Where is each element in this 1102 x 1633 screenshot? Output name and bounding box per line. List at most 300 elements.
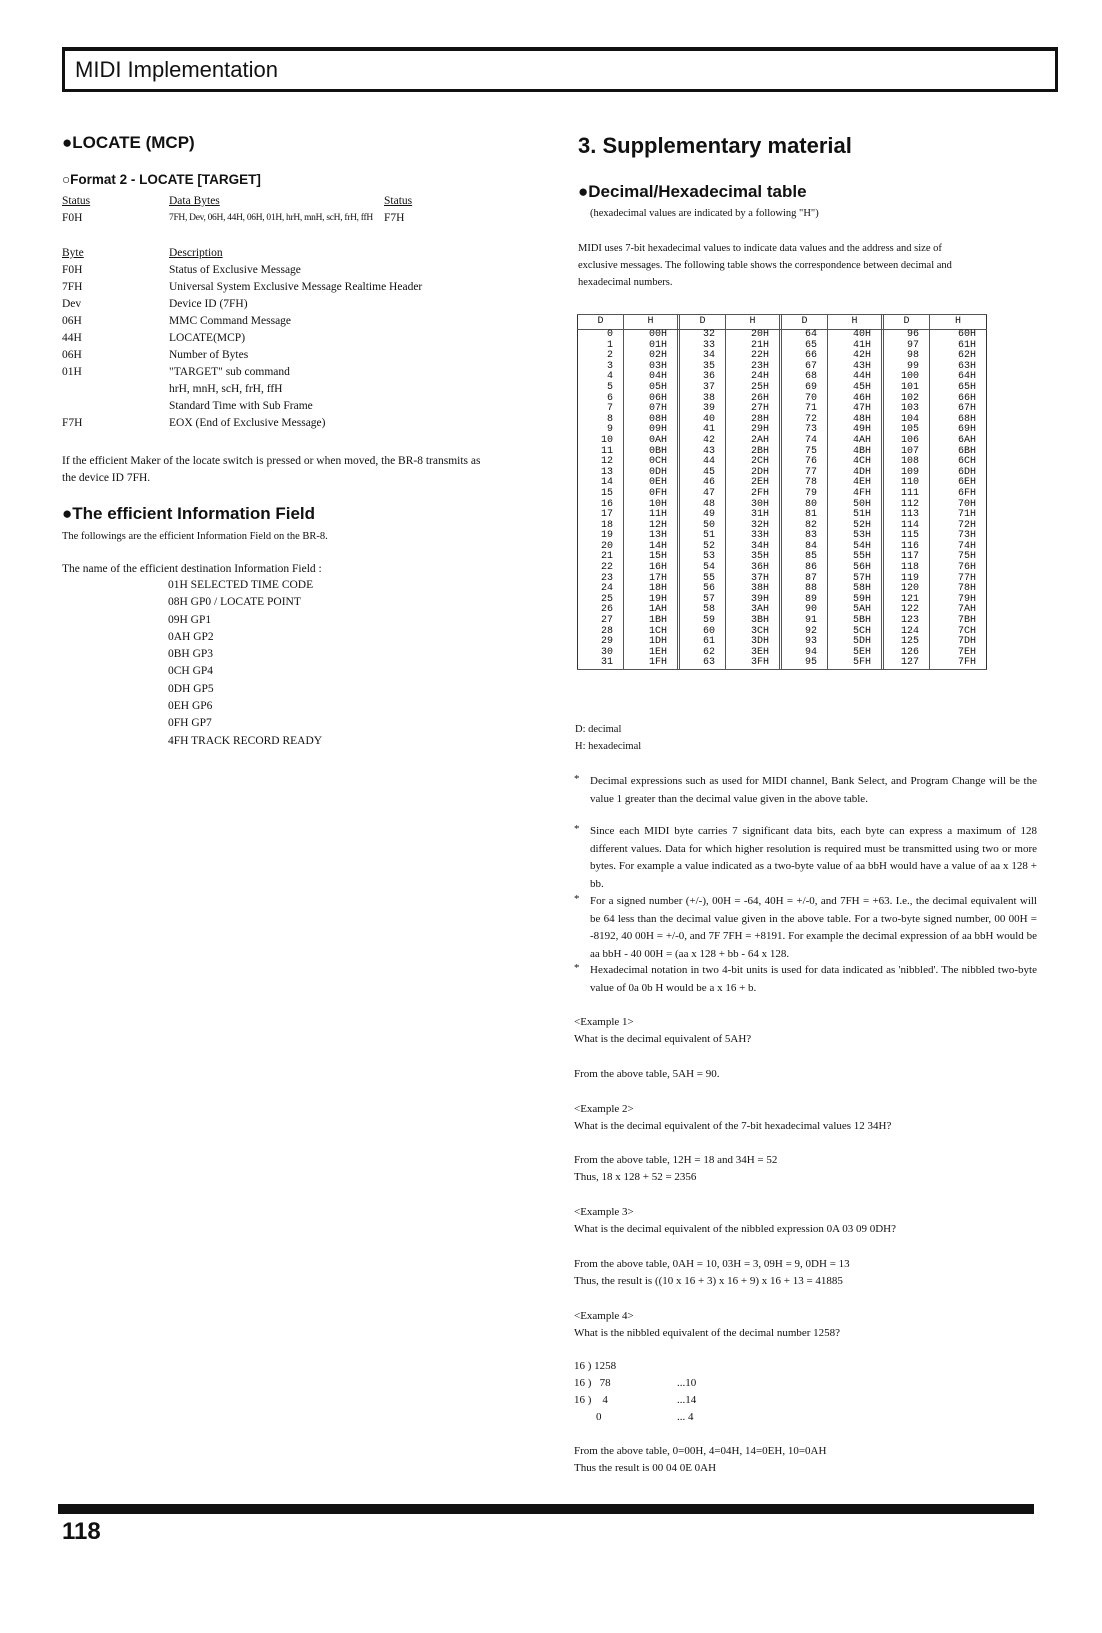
decimal-hex-table [577, 314, 987, 670]
dec-cell: 106 [884, 436, 930, 447]
table-row [577, 595, 987, 606]
dec-cell: 61 [680, 637, 726, 648]
dec-cell: 114 [884, 521, 930, 532]
hex-cell: 59H [828, 595, 884, 606]
byte-cell: 01H [62, 366, 82, 378]
dec-cell: 92 [782, 627, 828, 638]
table-row [577, 627, 987, 638]
dec-cell: 96 [884, 330, 930, 341]
note-1: Decimal expressions such as used for MIDI channel, Bank Select, and Program Change will be the value 1 greater than the decimal value given in the above table. [590, 775, 1037, 805]
dec-cell: 101 [884, 383, 930, 394]
hex-cell: 0CH [624, 457, 680, 468]
hex-cell: 31H [726, 510, 782, 521]
dec-cell: 84 [782, 542, 828, 553]
dec-cell: 56 [680, 584, 726, 595]
list-item: 09H GP1 [168, 613, 212, 626]
dec-cell: 25 [578, 595, 624, 606]
dec-cell: 26 [578, 605, 624, 616]
hex-cell: 2DH [726, 468, 782, 479]
hex-cell: 74H [957, 540, 976, 552]
example-1-title: <Example 1> [574, 1016, 634, 1028]
intro-line-2: exclusive messages. The following table shows the correspondence between decimal and [578, 260, 952, 271]
hex-cell: 22H [726, 351, 782, 362]
table-row [577, 542, 987, 553]
hex-cell: 33H [726, 531, 782, 542]
hex-cell: 0EH [624, 478, 680, 489]
section-title-supplementary: 3. Supplementary material [578, 133, 852, 158]
hex-cell: 46H [828, 394, 884, 405]
list-item: 0CH GP4 [168, 665, 214, 678]
section-title-dec-hex: ●Decimal/Hexadecimal table [578, 182, 807, 201]
hex-cell: 56H [828, 563, 884, 574]
dec-cell: 86 [782, 563, 828, 574]
table-row [577, 362, 987, 373]
division-line-3: 16 ) 4 [574, 1394, 608, 1406]
list-item: 08H GP0 / LOCATE POINT [168, 596, 301, 609]
hex-cell: 3EH [726, 648, 782, 659]
hex-cell: 1BH [624, 616, 680, 627]
table-body [577, 330, 987, 669]
byte-cell: 7FH [62, 281, 83, 293]
dec-cell: 124 [884, 627, 930, 638]
hex-cell: 7CH [957, 625, 976, 637]
col-header-d: D [884, 315, 930, 329]
division-line-2: 16 ) 78 [574, 1377, 611, 1389]
hex-cell: 34H [726, 542, 782, 553]
hex-cell: 79H [957, 593, 976, 605]
dec-cell: 94 [782, 648, 828, 659]
dec-cell: 51 [680, 531, 726, 542]
dec-cell: 24 [578, 584, 624, 595]
hex-cell: 13H [624, 531, 680, 542]
desc-cell: MMC Command Message [169, 315, 292, 327]
table-row [577, 457, 987, 468]
data-bytes-header: Data Bytes [169, 195, 220, 207]
hex-cell: 42H [828, 351, 884, 362]
dec-cell: 104 [884, 415, 930, 426]
hex-cell: 61H [957, 339, 976, 351]
division-line-4: 0 [596, 1411, 602, 1423]
hex-cell: 6CH [957, 456, 976, 468]
hex-cell: 5DH [828, 637, 884, 648]
hex-cell: 3FH [726, 658, 782, 669]
intro-line-1: MIDI uses 7-bit hexadecimal values to indicate data values and the address and size of [578, 243, 942, 254]
hex-cell: 3CH [726, 627, 782, 638]
example-1-answer: From the above table, 5AH = 90. [574, 1068, 720, 1080]
col-header-d: D [782, 315, 828, 329]
section-title-locate: ●LOCATE (MCP) [62, 133, 195, 152]
table-row [577, 425, 987, 436]
hex-cell: 5AH [828, 605, 884, 616]
table-row [577, 341, 987, 352]
dec-cell: 126 [884, 648, 930, 659]
dec-cell: 116 [884, 542, 930, 553]
hex-cell: 73H [957, 530, 976, 542]
dec-cell: 73 [782, 425, 828, 436]
table-row [577, 574, 987, 585]
dec-cell: 119 [884, 574, 930, 585]
hex-cell: 08H [624, 415, 680, 426]
hex-cell: 09H [624, 425, 680, 436]
hex-cell: 14H [624, 542, 680, 553]
hex-cell: 44H [828, 372, 884, 383]
list-item: 01H SELECTED TIME CODE [168, 579, 314, 591]
hex-cell: 3AH [726, 605, 782, 616]
hex-cell: 2BH [726, 447, 782, 458]
hex-cell: 4DH [828, 468, 884, 479]
example-3-question: What is the decimal equivalent of the nibbled expression 0A 03 09 0DH? [574, 1223, 896, 1235]
hex-cell: 7EH [957, 646, 976, 658]
dec-cell: 89 [782, 595, 828, 606]
dec-cell: 30 [578, 648, 624, 659]
dec-cell: 107 [884, 447, 930, 458]
hex-cell: 76H [957, 562, 976, 574]
header-bar [62, 47, 1058, 92]
note-3: For a signed number (+/-), 00H = -64, 40H = +/-0, and 7FH = +63. I.e., the decimal equivalent will be 64 less than the decimal value given in the above table. For a two-byte signed number, 00 00H = -8192, 40 00H = +/-0, and 7F 7FH = +8191. For example the decimal expression of aa bbH would be aa bbH - 40 00H = (aa x 128 + bb - 64 x 128. [590, 895, 1037, 960]
hex-cell: 5EH [828, 648, 884, 659]
hex-cell: 1DH [624, 637, 680, 648]
hex-cell: 06H [624, 394, 680, 405]
dec-cell: 45 [680, 468, 726, 479]
example-2-title: <Example 2> [574, 1103, 634, 1115]
hex-cell: 41H [828, 341, 884, 352]
table-row [577, 478, 987, 489]
dec-cell: 48 [680, 500, 726, 511]
table-row [577, 637, 987, 648]
hex-cell: 62H [957, 350, 976, 362]
table-row [577, 468, 987, 479]
hex-cell: 70H [957, 498, 976, 510]
hex-cell: 67H [957, 403, 976, 415]
hex-cell: 50H [828, 500, 884, 511]
dec-cell: 68 [782, 372, 828, 383]
info-name-label: The name of the efficient destination Information Field : [62, 563, 322, 575]
example-3-answer-1: From the above table, 0AH = 10, 03H = 3, 09H = 9, 0DH = 13 [574, 1258, 850, 1270]
hex-cell: 71H [957, 509, 976, 521]
dec-cell: 91 [782, 616, 828, 627]
dec-cell: 108 [884, 457, 930, 468]
hex-cell: 5BH [828, 616, 884, 627]
table-row [577, 500, 987, 511]
dec-cell: 66 [782, 351, 828, 362]
dec-cell: 98 [884, 351, 930, 362]
table-row [577, 648, 987, 659]
dec-cell: 34 [680, 351, 726, 362]
dec-cell: 97 [884, 341, 930, 352]
dec-cell: 43 [680, 447, 726, 458]
dec-cell: 40 [680, 415, 726, 426]
hex-cell: 68H [957, 413, 976, 425]
dec-cell: 88 [782, 584, 828, 595]
dec-cell: 29 [578, 637, 624, 648]
hex-cell: 39H [726, 595, 782, 606]
dec-cell: 28 [578, 627, 624, 638]
dec-cell: 117 [884, 552, 930, 563]
dec-cell: 46 [680, 478, 726, 489]
dec-cell: 63 [680, 658, 726, 669]
hex-cell: 17H [624, 574, 680, 585]
hex-cell: 1FH [624, 658, 680, 669]
status-header-2: Status [384, 195, 413, 207]
list-item: 0EH GP6 [168, 700, 213, 713]
dec-cell: 53 [680, 552, 726, 563]
info-field-list [168, 577, 322, 750]
hex-cell: 1AH [624, 605, 680, 616]
hex-cell: 6AH [957, 434, 976, 446]
byte-cell: Dev [62, 298, 82, 310]
hex-cell: 77H [957, 572, 976, 584]
hex-cell: 3BH [726, 616, 782, 627]
hex-cell: 6EH [957, 477, 976, 489]
dec-cell: 55 [680, 574, 726, 585]
hex-cell: 05H [624, 383, 680, 394]
dec-cell: 115 [884, 531, 930, 542]
hex-cell: 21H [726, 341, 782, 352]
dec-cell: 71 [782, 404, 828, 415]
hex-cell: 19H [624, 595, 680, 606]
dec-cell: 32 [680, 330, 726, 341]
dec-cell: 41 [680, 425, 726, 436]
table-row [577, 447, 987, 458]
byte-cell: 06H [62, 315, 82, 327]
hex-cell: 4AH [828, 436, 884, 447]
example-3-answer-2: Thus, the result is ((10 x 16 + 3) x 16 + 9) x 16 + 13 = 41885 [574, 1275, 843, 1287]
dec-cell: 75 [782, 447, 828, 458]
dec-cell: 93 [782, 637, 828, 648]
table-row [577, 658, 987, 669]
dec-cell: 95 [782, 658, 828, 669]
dec-cell: 16 [578, 500, 624, 511]
dec-cell: 9 [578, 425, 624, 436]
dec-cell: 10 [578, 436, 624, 447]
desc-cell: Status of Exclusive Message [169, 264, 301, 276]
dec-cell: 14 [578, 478, 624, 489]
hex-cell: 1EH [624, 648, 680, 659]
dec-cell: 5 [578, 383, 624, 394]
dec-cell: 123 [884, 616, 930, 627]
hex-cell: 51H [828, 510, 884, 521]
dec-cell: 125 [884, 637, 930, 648]
table-row [577, 584, 987, 595]
status-value: F0H [62, 212, 83, 224]
legend-hex: H: hexadecimal [575, 741, 642, 752]
info-intro: The followings are the efficient Information Field on the BR-8. [62, 531, 328, 542]
hex-cell: 7BH [957, 615, 976, 627]
hex-cell: 25H [726, 383, 782, 394]
table-row [577, 330, 987, 341]
desc-cell: Standard Time with Sub Frame [169, 400, 313, 412]
table-row [577, 489, 987, 500]
example-4-answer-1: From the above table, 0=00H, 4=04H, 14=0EH, 10=0AH [574, 1445, 827, 1457]
list-item: 4FH TRACK RECORD READY [168, 734, 323, 747]
dec-cell: 80 [782, 500, 828, 511]
dec-cell: 57 [680, 595, 726, 606]
table-row [577, 616, 987, 627]
byte-cell: 06H [62, 349, 82, 361]
hex-cell: 6BH [957, 445, 976, 457]
hex-cell: 38H [726, 584, 782, 595]
dec-cell: 0 [578, 330, 624, 341]
hex-cell: 02H [624, 351, 680, 362]
hex-cell: 23H [726, 362, 782, 373]
hex-cell: 35H [726, 552, 782, 563]
dec-cell: 6 [578, 394, 624, 405]
list-item: 0BH GP3 [168, 648, 214, 661]
hex-cell: 53H [828, 531, 884, 542]
note-2: Since each MIDI byte carries 7 significant data bits, each byte can express a maximum of 128 different values. Data for which higher resolution is required must be transmitted using two or more bytes. For example a value indicated as a two-byte value of aa bbH would have a value of aa x 128 + bb. [590, 825, 1037, 890]
hex-cell: 01H [624, 341, 680, 352]
example-4-answer-2: Thus the result is 00 04 0E 0AH [574, 1462, 717, 1474]
dec-cell: 39 [680, 404, 726, 415]
dec-cell: 60 [680, 627, 726, 638]
dec-cell: 76 [782, 457, 828, 468]
col-header-h: H [726, 315, 782, 329]
dec-cell: 83 [782, 531, 828, 542]
dec-cell: 121 [884, 595, 930, 606]
hex-cell: 18H [624, 584, 680, 595]
dec-cell: 20 [578, 542, 624, 553]
dec-cell: 99 [884, 362, 930, 373]
hex-cell: 32H [726, 521, 782, 532]
dec-cell: 112 [884, 500, 930, 511]
hex-cell: 03H [624, 362, 680, 373]
hex-cell: 2AH [726, 436, 782, 447]
hex-cell: 29H [726, 425, 782, 436]
status-header: Status [62, 195, 91, 207]
hex-cell: 47H [828, 404, 884, 415]
desc-cell: Number of Bytes [169, 349, 249, 361]
table-row [577, 404, 987, 415]
desc-cell: "TARGET" sub command [169, 366, 290, 378]
bullet-4: * [574, 962, 580, 974]
dec-cell: 49 [680, 510, 726, 521]
dec-cell: 38 [680, 394, 726, 405]
hex-cell: 52H [828, 521, 884, 532]
byte-cell: F0H [62, 264, 83, 276]
section-title-info-field: ●The efficient Information Field [62, 504, 315, 523]
hex-cell: 26H [726, 394, 782, 405]
hex-cell: 78H [957, 583, 976, 595]
hex-cell: 04H [624, 372, 680, 383]
table-row [577, 521, 987, 532]
hex-cell: 40H [828, 330, 884, 341]
dec-cell: 35 [680, 362, 726, 373]
dec-cell: 105 [884, 425, 930, 436]
hex-cell: 36H [726, 563, 782, 574]
example-4-question: What is the nibbled equivalent of the decimal number 1258? [574, 1327, 841, 1339]
dec-cell: 103 [884, 404, 930, 415]
dec-cell: 44 [680, 457, 726, 468]
hex-cell: 64H [957, 371, 976, 383]
table-subtitle: (hexadecimal values are indicated by a following "H") [590, 208, 819, 219]
col-header-d: D [578, 315, 624, 329]
col-header-h: H [624, 315, 680, 329]
dec-cell: 127 [884, 658, 930, 669]
byte-cell: F7H [62, 417, 83, 429]
note-4: Hexadecimal notation in two 4-bit units is used for data indicated as 'nibbled'. The nibbled two-byte value of 0a 0b H would be a x 16 + b. [590, 964, 1037, 994]
dec-cell: 31 [578, 658, 624, 669]
dec-cell: 8 [578, 415, 624, 426]
hex-cell: 24H [726, 372, 782, 383]
hex-cell: 4BH [828, 447, 884, 458]
division-remainder-3: ...14 [677, 1394, 697, 1406]
footer-bar [58, 1504, 1034, 1514]
hex-cell: 2FH [726, 489, 782, 500]
hex-cell: 15H [624, 552, 680, 563]
desc-cell: LOCATE(MCP) [169, 332, 246, 344]
col-header-d: D [680, 315, 726, 329]
division-line-1: 16 ) 1258 [574, 1360, 617, 1372]
hex-cell: 10H [624, 500, 680, 511]
dec-cell: 15 [578, 489, 624, 500]
dec-cell: 22 [578, 563, 624, 574]
dec-cell: 110 [884, 478, 930, 489]
dec-cell: 81 [782, 510, 828, 521]
example-2-answer-1: From the above table, 12H = 18 and 34H = 52 [574, 1154, 778, 1166]
dec-cell: 67 [782, 362, 828, 373]
table-row [577, 605, 987, 616]
locate-note-line-2: the device ID 7FH. [62, 472, 151, 484]
dec-cell: 42 [680, 436, 726, 447]
table-row [577, 510, 987, 521]
hex-cell: 45H [828, 383, 884, 394]
hex-cell: 49H [828, 425, 884, 436]
desc-cell: Device ID (7FH) [169, 298, 248, 310]
hex-cell: 6DH [957, 466, 976, 478]
hex-cell: 66H [957, 392, 976, 404]
dec-cell: 33 [680, 341, 726, 352]
hex-cell: 58H [828, 584, 884, 595]
dec-cell: 69 [782, 383, 828, 394]
dec-cell: 111 [884, 489, 930, 500]
desc-cell: hrH, mnH, scH, frH, ffH [169, 383, 283, 395]
dec-cell: 19 [578, 531, 624, 542]
table-row [577, 563, 987, 574]
status-value-2: F7H [384, 212, 405, 224]
dec-cell: 85 [782, 552, 828, 563]
table-row [577, 436, 987, 447]
intro-line-3: hexadecimal numbers. [578, 277, 673, 288]
division-remainder-2: ...10 [677, 1377, 697, 1389]
hex-cell: 27H [726, 404, 782, 415]
description-header: Description [169, 247, 223, 259]
dec-cell: 36 [680, 372, 726, 383]
dec-cell: 74 [782, 436, 828, 447]
dec-cell: 18 [578, 521, 624, 532]
example-3-title: <Example 3> [574, 1206, 634, 1218]
hex-cell: 7AH [957, 604, 976, 616]
dec-cell: 64 [782, 330, 828, 341]
hex-cell: 37H [726, 574, 782, 585]
example-4-title: <Example 4> [574, 1310, 634, 1322]
hex-cell: 3DH [726, 637, 782, 648]
dec-cell: 65 [782, 341, 828, 352]
desc-cell: EOX (End of Exclusive Message) [169, 417, 326, 429]
dec-cell: 100 [884, 372, 930, 383]
dec-cell: 87 [782, 574, 828, 585]
table-row [577, 415, 987, 426]
dec-cell: 82 [782, 521, 828, 532]
page-number: 118 [62, 1518, 101, 1545]
hex-cell: 1CH [624, 627, 680, 638]
table-header-row [577, 315, 987, 329]
hex-cell: 20H [726, 330, 782, 341]
page-header-title: MIDI Implementation [75, 57, 278, 82]
hex-cell: 11H [624, 510, 680, 521]
byte-header: Byte [62, 247, 84, 259]
dec-cell: 50 [680, 521, 726, 532]
dec-cell: 72 [782, 415, 828, 426]
